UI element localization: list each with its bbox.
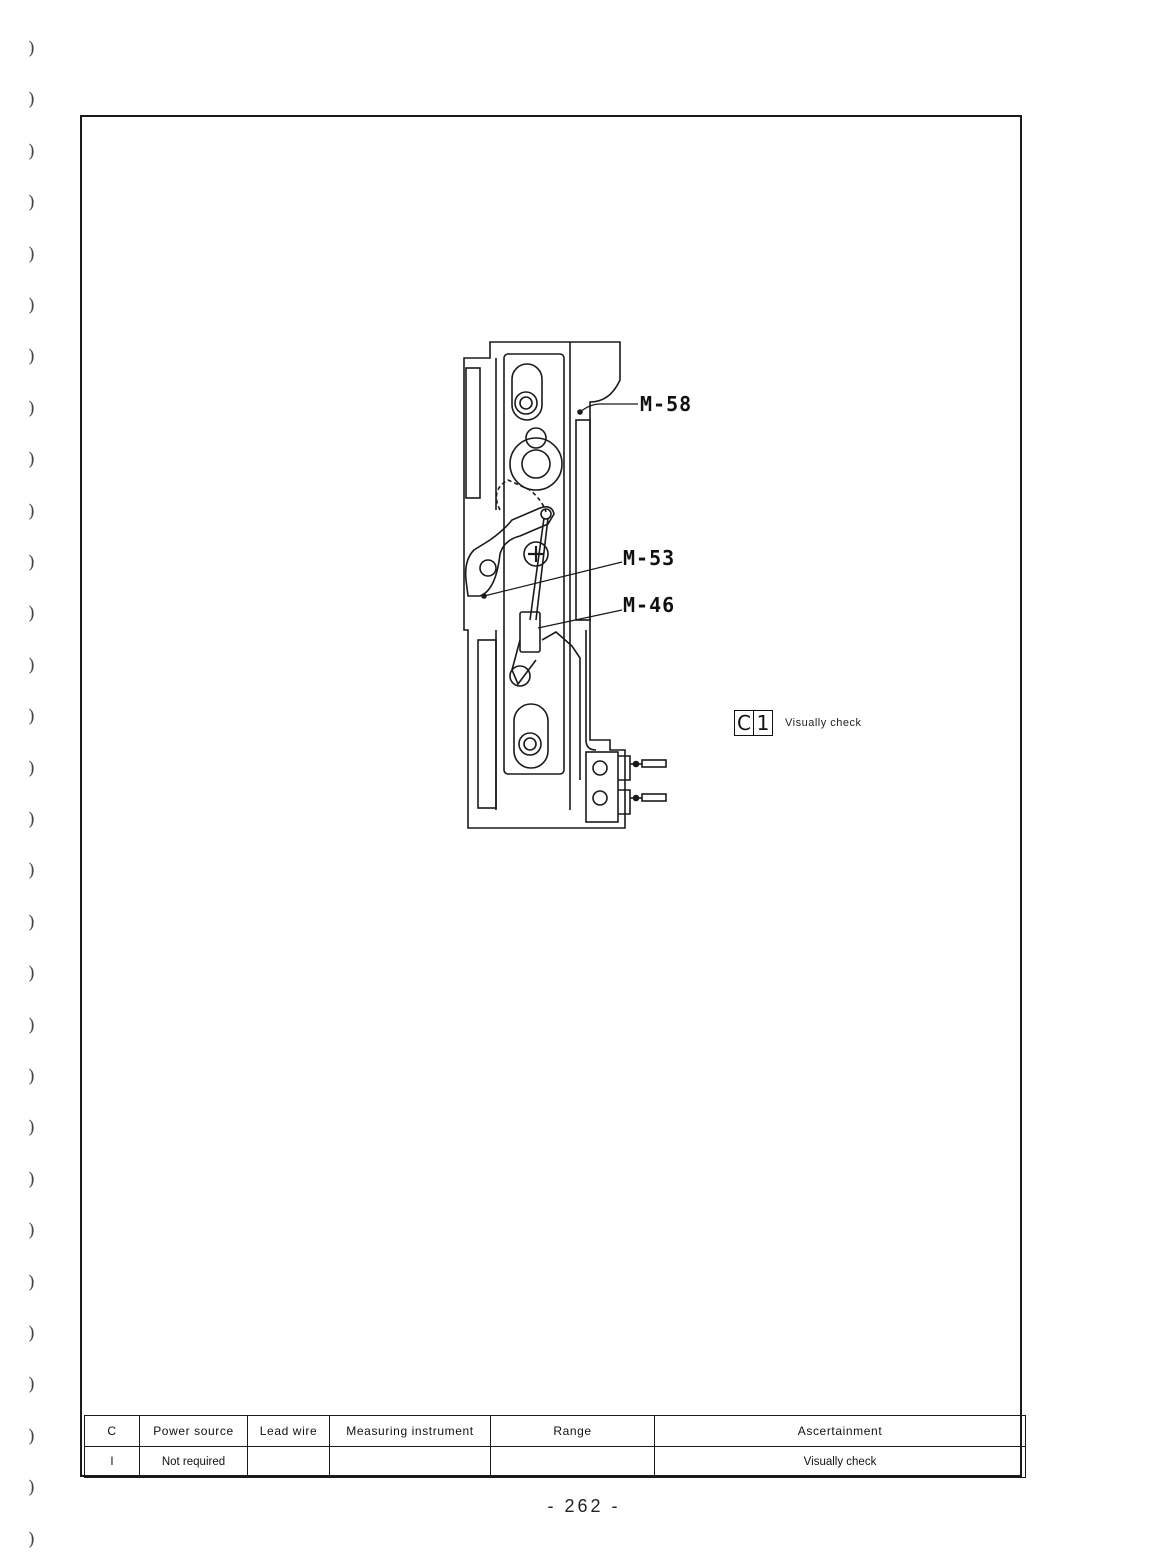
binder-mark: ) [28, 706, 36, 728]
binder-mark: ) [28, 911, 36, 933]
cell-c: I [85, 1447, 140, 1478]
binder-mark: ) [28, 757, 36, 779]
check-code-letter: C [737, 711, 751, 735]
header-measuring-instrument: Measuring instrument [330, 1416, 491, 1447]
binder-mark: ) [28, 1014, 36, 1036]
binder-mark: ) [28, 809, 36, 830]
spec-table [84, 1415, 1026, 1478]
binder-mark: ) [28, 1066, 36, 1087]
binder-mark: ) [28, 552, 36, 573]
micro-switch [586, 752, 618, 822]
binder-mark: ) [28, 860, 36, 882]
base-plate-outline [464, 342, 625, 828]
binder-marks [28, 38, 48, 1550]
binder-mark: ) [28, 1220, 36, 1242]
check-text: Visually check [785, 717, 862, 729]
bottom-slot [514, 704, 548, 768]
check-code-box [734, 710, 773, 736]
binder-mark: ) [28, 500, 36, 522]
binder-mark: ) [28, 38, 36, 59]
roller [510, 438, 562, 490]
page-number: - 262 - [547, 1496, 621, 1516]
binder-mark: ) [28, 1323, 36, 1344]
header-c: C [85, 1416, 140, 1447]
binder-mark: ) [28, 1374, 36, 1396]
cell-power-source: Not required [140, 1447, 248, 1478]
callout-m53: M-53 [623, 546, 676, 570]
terminal-top [642, 760, 666, 767]
binder-mark: ) [28, 89, 36, 111]
header-power-source: Power source [140, 1416, 248, 1447]
binder-mark: ) [28, 1117, 36, 1139]
leader-m58 [580, 404, 638, 412]
binder-mark: ) [28, 1168, 36, 1190]
callout-m46: M-46 [623, 593, 676, 617]
binder-mark: ) [28, 1477, 36, 1499]
cell-measuring-instrument [330, 1447, 491, 1478]
binder-mark: ) [28, 243, 36, 265]
check-code-number: 1 [753, 711, 772, 735]
binder-mark: ) [28, 1271, 36, 1293]
right-rail [576, 420, 590, 620]
binder-mark: ) [28, 192, 36, 214]
binder-mark: ) [28, 603, 36, 625]
binder-mark: ) [28, 295, 36, 316]
cell-ascertainment: Visually check [655, 1447, 1026, 1478]
binder-mark: ) [28, 449, 36, 471]
binder-mark: ) [28, 963, 36, 985]
check-code-tag [734, 710, 862, 736]
left-rail-top [466, 368, 480, 498]
callout-m58: M-58 [640, 392, 693, 416]
cell-lead-wire [248, 1447, 330, 1478]
binder-mark: ) [28, 346, 36, 368]
switch-actuator [542, 632, 580, 780]
leader-m46 [538, 610, 622, 628]
table-row [85, 1447, 1026, 1478]
spec-table-header [85, 1416, 1026, 1447]
binder-mark: ) [28, 654, 36, 676]
slider-plate [504, 354, 564, 774]
binder-mark: ) [28, 140, 36, 162]
header-lead-wire: Lead wire [248, 1416, 330, 1447]
cell-range [491, 1447, 655, 1478]
binder-mark: ) [28, 397, 36, 419]
left-rail-bottom [478, 640, 496, 808]
header-ascertainment: Ascertainment [655, 1416, 1026, 1447]
header-range: Range [491, 1416, 655, 1447]
binder-mark: ) [28, 1528, 36, 1550]
binder-mark: ) [28, 1425, 36, 1447]
terminal-bottom [642, 794, 666, 801]
